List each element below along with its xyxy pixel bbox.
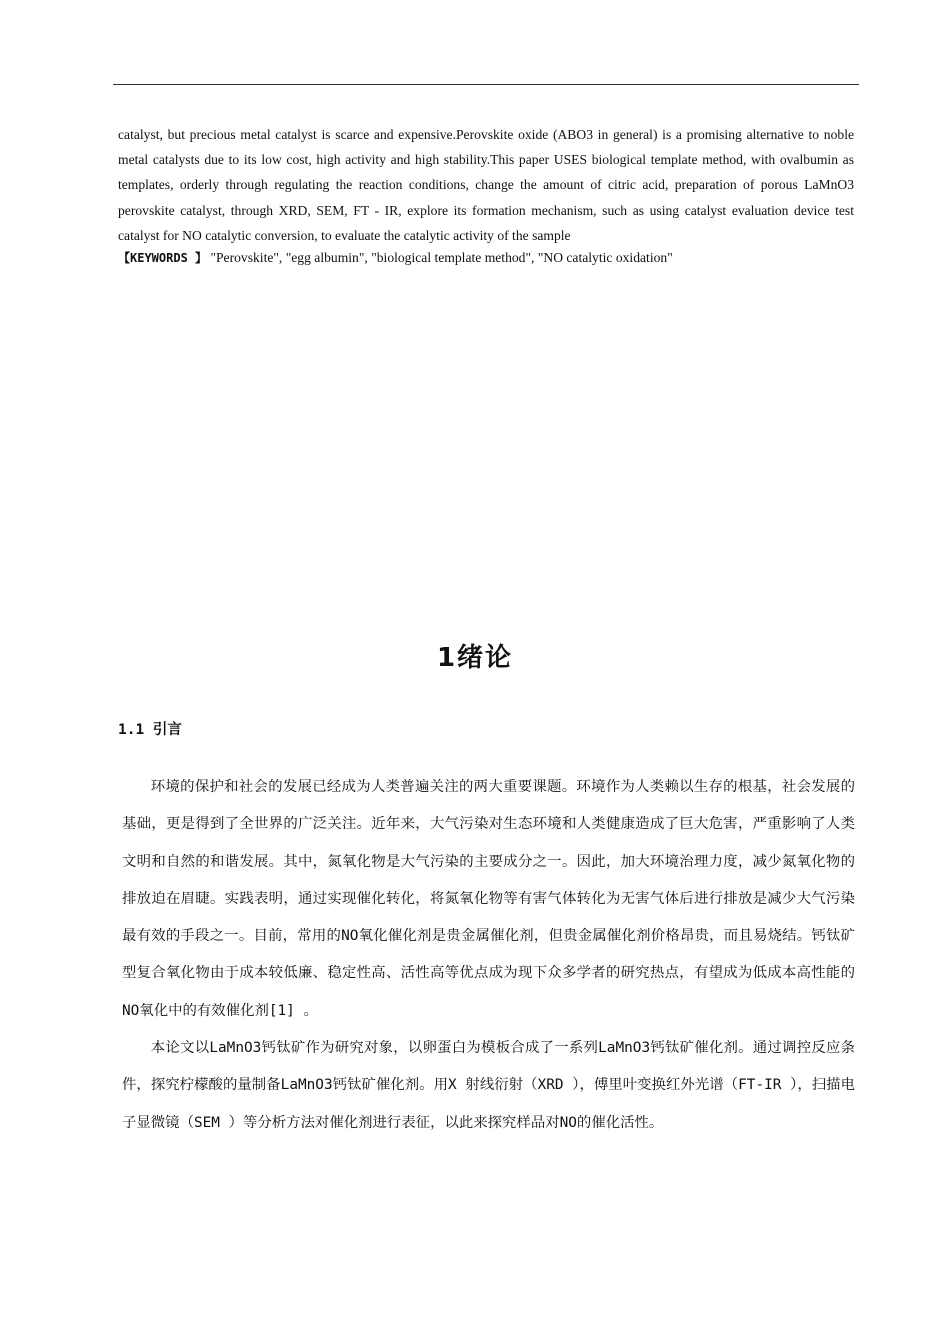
english-abstract-text: catalyst, but precious metal catalyst is scarce and expensive.Perovskite oxide (ABO3 in general) is a promising alternative to noble metal catalysts due to its low cost, high activity and high stability.This paper USES biological template method, with ovalbumin as templates, orderly through regulating the reaction conditions, change the amount of citric acid, preparation of porous LaMnO3 perovskite catalyst, through XRD, SEM, FT - IR, explore its formation mechanism, such as using catalyst evaluation device test catalyst for NO catalytic conversion, to evaluate the catalytic activity of the sample (118, 127, 854, 243)
section-body (122, 769, 855, 1142)
body-paragraph: 本论文以LaMnO3钙钛矿作为研究对象，以卵蛋白为模板合成了一系列LaMnO3钙钛矿催化剂。通过调控反应条件，探究柠檬酸的量制备LaMnO3钙钛矿催化剂。用X 射线衍射（XRD ），傅里叶变换红外光谱（FT-IR ），扫描电子显微镜（SEM ）等分析方法对催化剂进行表征，以此来探究样品对NO的催化活性。 (122, 1040, 855, 1131)
header-rule (113, 84, 859, 85)
keywords-line (118, 247, 854, 269)
chapter-title: 1绪论 (436, 643, 514, 673)
keywords-label: 【KEYWORDS 】 (118, 251, 208, 265)
keywords-text: "Perovskite", "egg albumin", "biological template method", "NO catalytic oxidation" (210, 250, 673, 265)
section-heading: 1.1 引言 (118, 722, 182, 738)
body-paragraph: 环境的保护和社会的发展已经成为人类普遍关注的两大重要课题。环境作为人类赖以生存的根基，社会发展的基础，更是得到了全世界的广泛关注。近年来，大气污染对生态环境和人类健康造成了巨大危害，严重影响了人类文明和自然的和谐发展。其中，氮氧化物是大气污染的主要成分之一。因此，加大环境治理力度，减少氮氧化物的排放迫在眉睫。实践表明，通过实现催化转化，将氮氧化物等有害气体转化为无害气体后进行排放是减少大气污染最有效的手段之一。目前，常用的NO氧化催化剂是贵金属催化剂，但贵金属催化剂价格昂贵，而且易烧结。钙钛矿型复合氧化物由于成本较低廉、稳定性高、活性高等优点成为现下众多学者的研究热点，有望成为低成本高性能的NO氧化中的有效催化剂[1] 。 (122, 779, 855, 1019)
